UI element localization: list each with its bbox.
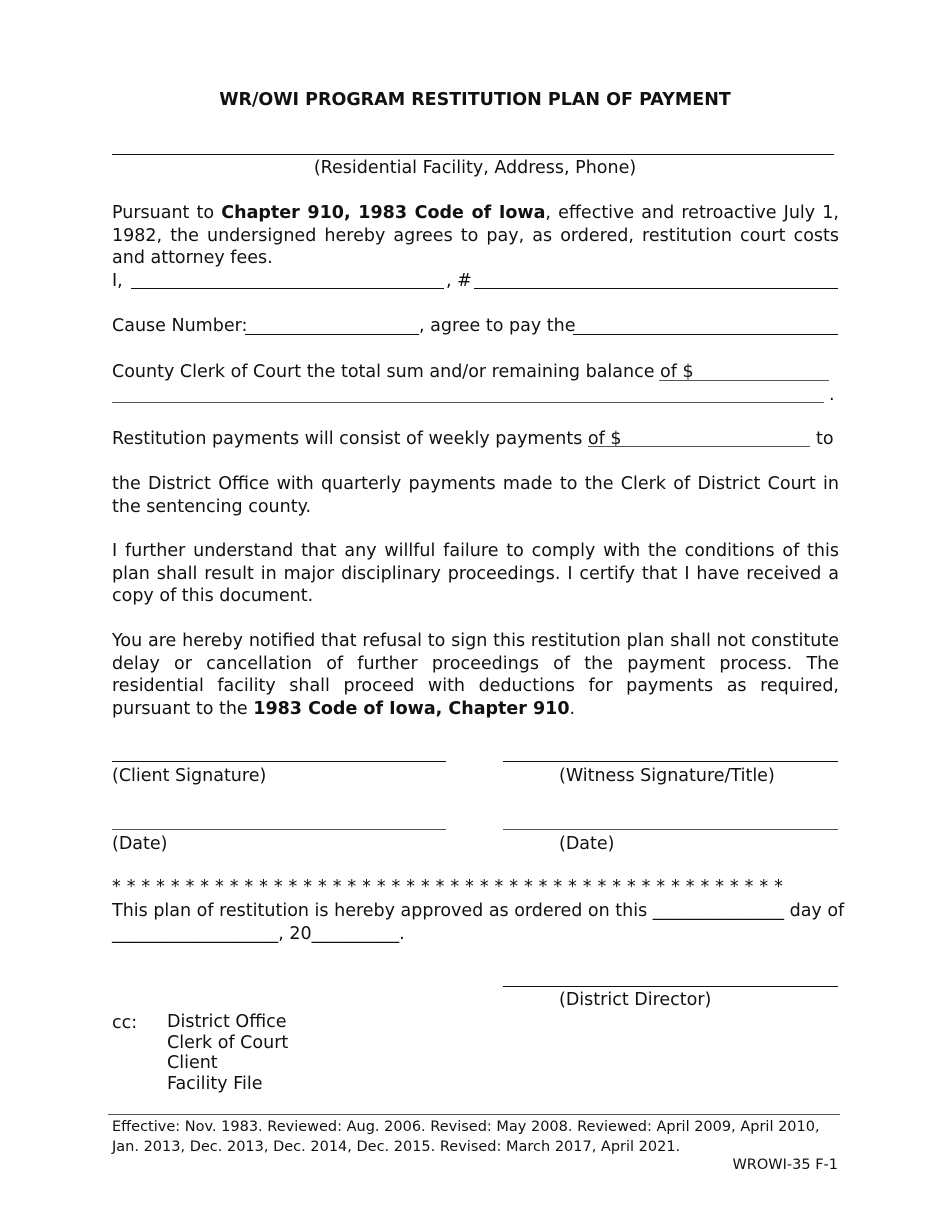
- approval-line-1: This plan of restitution is hereby approved as ordered on this _______________ day of: [112, 901, 845, 921]
- weekly-to-label: to: [816, 429, 834, 449]
- notice-end: .: [569, 698, 576, 719]
- witness-signature-line[interactable]: [503, 761, 838, 762]
- agree-label: , agree to pay the: [419, 316, 576, 336]
- client-date-line[interactable]: [112, 829, 446, 830]
- cause-number-label: Cause Number:: [112, 316, 248, 336]
- weekly-payment-label: Restitution payments will consist of weekly payments of $: [112, 429, 622, 449]
- cc-label: cc:: [112, 1013, 138, 1033]
- revision-history: Effective: Nov. 1983. Reviewed: Aug. 2006. Revised: May 2008. Reviewed: April 2009, April 2010, Jan. 2013, Dec. 2013, Dec. 2014, Dec. 2015. Revised: March 2017, April 2021.: [112, 1119, 820, 1155]
- footer-divider: [108, 1114, 840, 1115]
- director-caption: (District Director): [559, 990, 712, 1010]
- balance-words-field[interactable]: [112, 402, 824, 403]
- witness-signature-caption: (Witness Signature/Title): [559, 766, 775, 786]
- star-separator: * * * * * * * * * * * * * * * * * * * * * * * * * * * * * * * * * * * * * * * * * * * * * *: [112, 877, 784, 897]
- name-field[interactable]: [131, 288, 444, 289]
- client-date-caption: (Date): [112, 834, 168, 854]
- cc-item: Facility File: [167, 1073, 263, 1094]
- notice-text: You are hereby notified that refusal to sign this restitution plan shall not constitute delay or cancellation of further proceedings of the payment process. The residential facility shall proceed with deductions for payments as required, pursuant to the: [112, 631, 839, 719]
- page-title: WR/OWI PROGRAM RESTITUTION PLAN OF PAYMENT: [219, 90, 731, 110]
- cc-item: Clerk of Court: [167, 1032, 289, 1053]
- cc-item: Client: [167, 1053, 218, 1073]
- witness-date-caption: (Date): [559, 834, 615, 854]
- number-label: , #: [446, 271, 472, 291]
- form-id: WROWI-35 F-1: [732, 1157, 838, 1173]
- director-signature-line[interactable]: [503, 986, 838, 987]
- client-signature-caption: (Client Signature): [112, 766, 267, 786]
- notice-paragraph: [112, 630, 839, 720]
- facility-line[interactable]: [112, 154, 834, 155]
- intro-suffix: , effective and retroactive July 1, 1982, the undersigned hereby agrees to pay, as ordered, restitution court costs and attorney fees.: [112, 203, 839, 268]
- payee-field[interactable]: [573, 334, 838, 335]
- balance-field[interactable]: [659, 380, 829, 381]
- intro-paragraph: [112, 202, 839, 270]
- intro-bold: Chapter 910, 1983 Code of Iowa: [221, 203, 546, 223]
- weekly-payment-field[interactable]: [588, 446, 810, 447]
- district-paragraph: the District Office with quarterly payments made to the Clerk of District Court in the sentencing county.: [112, 474, 839, 517]
- cause-number-field[interactable]: [245, 334, 419, 335]
- notice-bold: 1983 Code of Iowa, Chapter 910: [253, 698, 570, 719]
- balance-label: County Clerk of Court the total sum and/or remaining balance of $: [112, 362, 694, 382]
- facility-caption: (Residential Facility, Address, Phone): [313, 158, 637, 178]
- understanding-paragraph: I further understand that any willful failure to comply with the conditions of this plan shall result in major disciplinary proceedings. I certify that I have received a copy of this document.: [112, 541, 839, 606]
- name-label: I,: [112, 271, 123, 291]
- intro-prefix: Pursuant to: [112, 203, 222, 223]
- number-field[interactable]: [474, 288, 838, 289]
- approval-line-2: ___________________, 20__________.: [112, 924, 405, 944]
- cc-item: District Office: [167, 1012, 287, 1032]
- balance-period: .: [829, 385, 835, 405]
- cc-list: [167, 1012, 288, 1094]
- witness-date-line[interactable]: [503, 829, 838, 830]
- client-signature-line[interactable]: [112, 761, 446, 762]
